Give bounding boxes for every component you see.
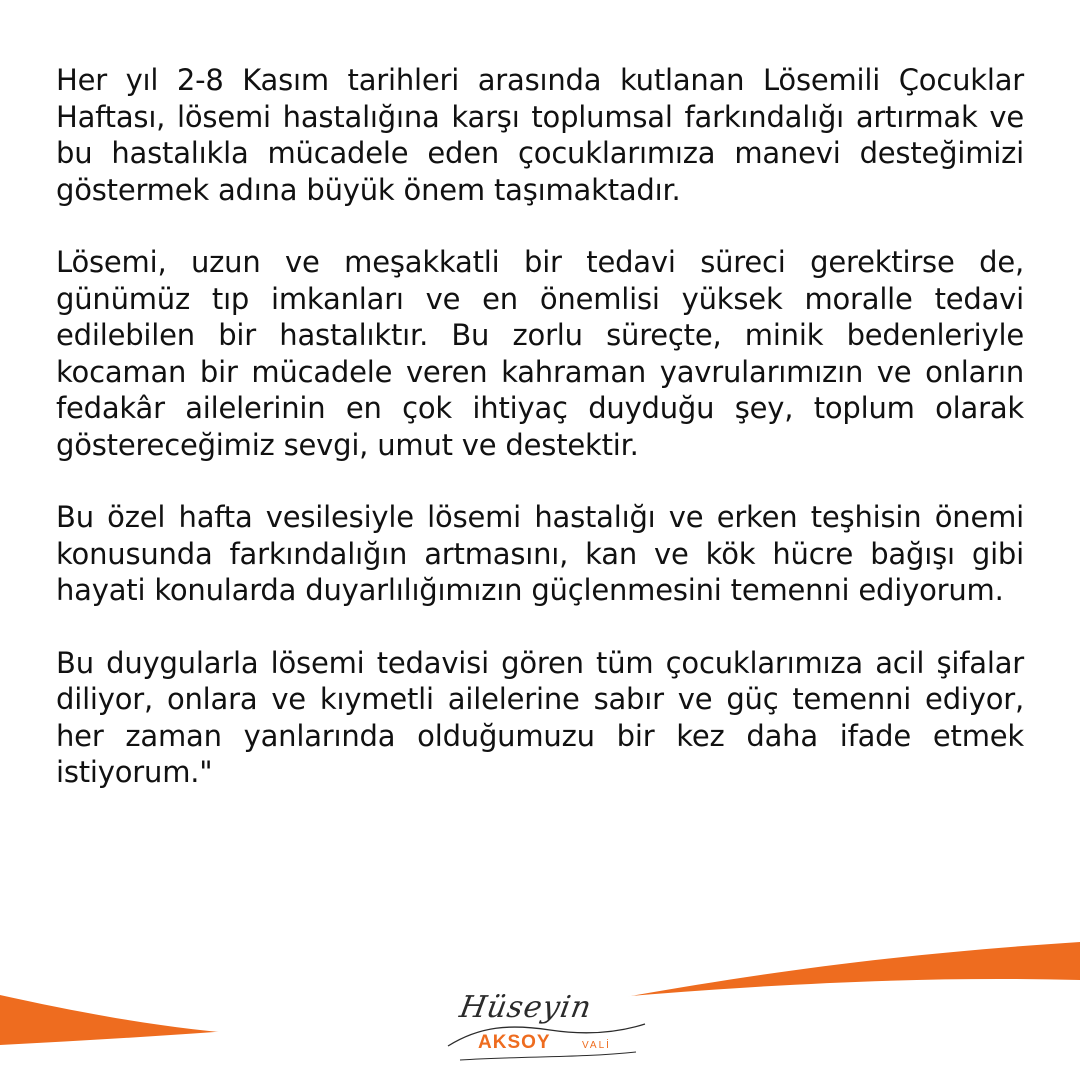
- paragraph-4: Bu duygularla lösemi tedavisi gören tüm çocuklarımıza acil şifalar diliyor, onlara ve kıymetli ailelerine sabır ve güç temenni ediyor, her zaman yanlarında olduğumuzu bir kez daha ifade etmek istiyorum.": [56, 645, 1024, 789]
- paragraph-3: Bu özel hafta vesilesiyle lösemi hastalığı ve erken teşhisin önemi konusunda farkındalığın artmasını, kan ve kök hücre bağışı gibi hayati konularda duyarlılığımızın güçlenmesini temenni ediyorum.: [56, 500, 1024, 607]
- signature-script-name: Hüseyin: [456, 990, 595, 1025]
- signature-title: VALİ: [582, 1040, 611, 1051]
- statement-body: [56, 62, 1024, 827]
- paragraph-2: Lösemi, uzun ve meşakkatli bir tedavi süreci gerektirse de, günümüz tıp imkanları ve en önemlisi yüksek moralle tedavi edilebilen bir hastalıktır. Bu zorlu süreçte, minik bedenleriyle kocaman bir mücadele veren kahraman yavrularımızın ve onların fedakâr ailelerinin en çok ihtiyaç duyduğu şey, toplum olarak göstereceğimiz sevgi, umut ve destektir.: [56, 245, 1024, 462]
- signature-block: [440, 990, 650, 1070]
- signature-surname: AKSOY: [478, 1032, 551, 1053]
- paragraph-1: Her yıl 2-8 Kasım tarihleri arasında kutlanan Lösemili Çocuklar Haftası, lösemi hastalığına karşı toplumsal farkındalığı artırmak ve bu hastalıkla mücadele eden çocuklarımıza manevi desteğimizi göstermek adına büyük önem taşımaktadır.: [56, 63, 1024, 207]
